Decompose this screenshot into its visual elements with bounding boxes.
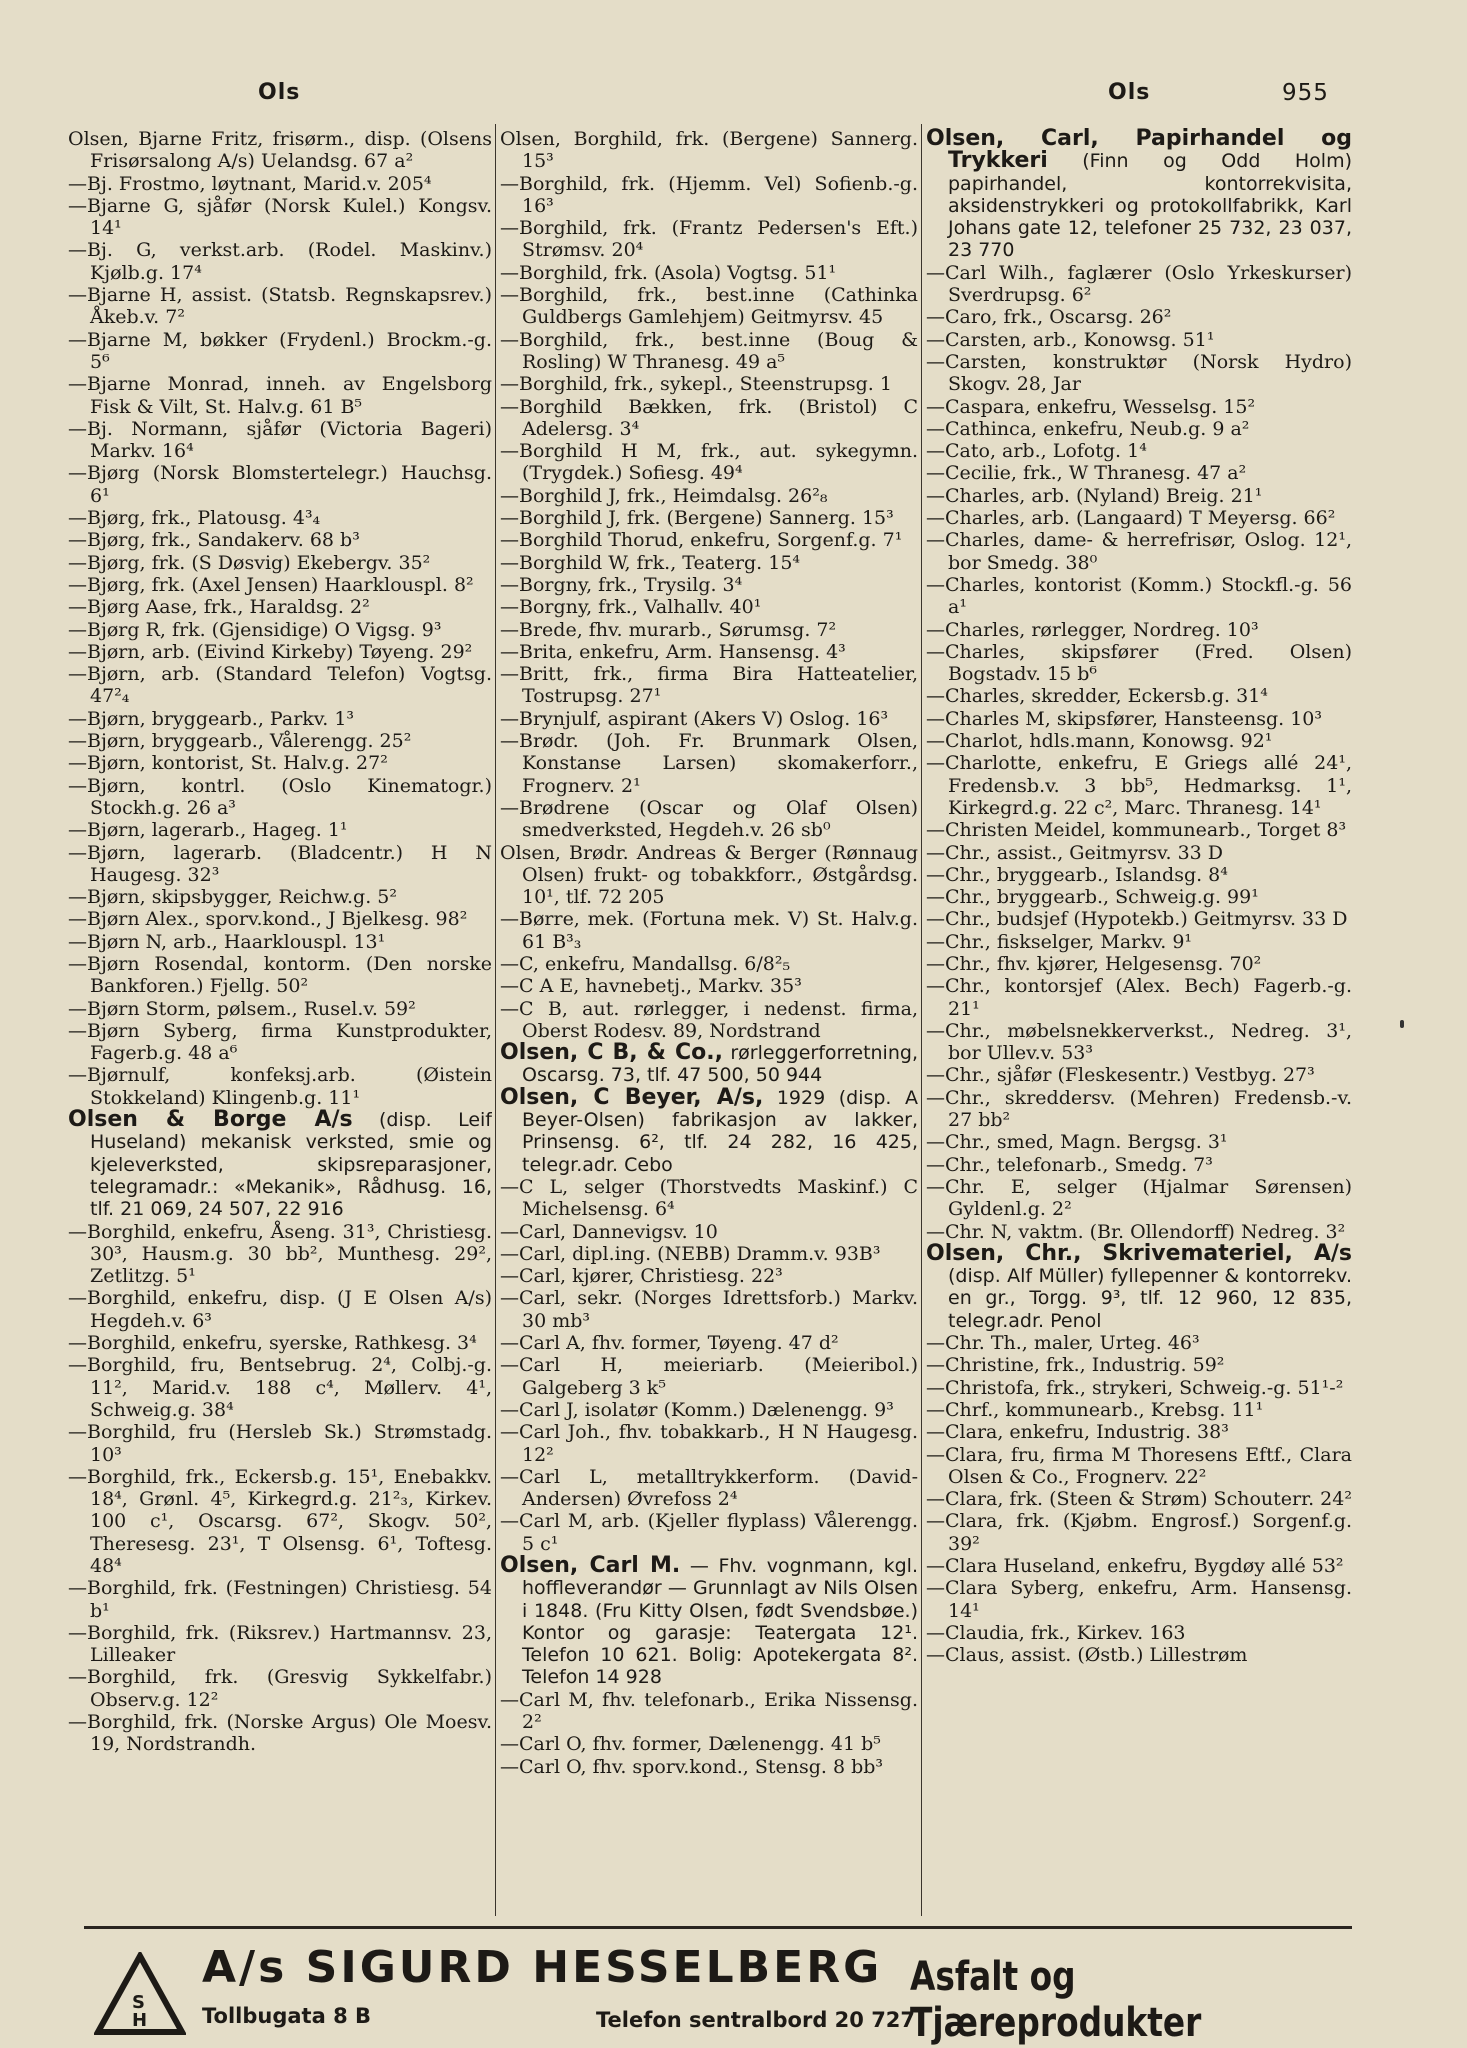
- directory-entry: —Borghild, enkefru, syerske, Rathkesg. 3⁴: [68, 1332, 477, 1355]
- directory-entry: —Chrf., kommunearb., Krebsg. 11¹: [926, 1398, 1264, 1421]
- directory-entry: —Carl, dipl.ing. (NEBB) Dramm.v. 93B³: [500, 1242, 881, 1265]
- directory-entry: —Chr., fhv. kjører, Helgesensg. 70²: [926, 952, 1262, 975]
- directory-entry: Olsen, C B, & Co., rørleggerforretning, Oscarsg. 73, tlf. 47 500, 50 944: [500, 1040, 918, 1087]
- directory-entry: —Clara, frk. (Kjøbm. Engrosf.) Sorgenf.g. 39²: [926, 1510, 1352, 1555]
- directory-entry: —Bj. Frostmo, løytnant, Marid.v. 205⁴: [68, 172, 432, 195]
- directory-entry: —Claus, assist. (Østb.) Lillestrøm: [926, 1644, 1248, 1667]
- directory-entry: —Charles, dame- & herrefrisør, Oslog. 12¹, bor Smedg. 38⁰: [926, 529, 1352, 574]
- directory-entry: —Charles, skredder, Eckersb.g. 31⁴: [926, 685, 1268, 708]
- directory-entry: —Chr., kontorsjef (Alex. Bech) Fagerb.-g. 21¹: [926, 975, 1352, 1020]
- directory-entry: —C, enkefru, Mandallsg. 6/8²₅: [500, 952, 791, 975]
- advert-company: A/s SIGURD HESSELBERG: [202, 1942, 883, 1993]
- directory-entry: —C A E, havnebetj., Markv. 35³: [500, 975, 802, 998]
- directory-entry: —Borghild, enkefru, Åseng. 31³, Christiesg. 30³, Hausm.g. 30 bb², Munthesg. 29², Zetlitzg. 5¹: [68, 1220, 492, 1288]
- directory-entry: —Bjørg, frk. (S Døsvig) Ekebergv. 35²: [68, 551, 431, 574]
- svg-text:H: H: [132, 2010, 148, 2031]
- directory-entry: —Carsten, arb., Konowsg. 51¹: [926, 328, 1215, 351]
- directory-entry: —Carl M, fhv. telefonarb., Erika Nissensg. 2²: [500, 1688, 918, 1734]
- directory-entry: —Bjørn, bryggearb., Vålerengg. 25²: [68, 730, 412, 753]
- directory-entry: —Carl O, fhv. former, Dælenengg. 41 b⁵: [500, 1733, 881, 1756]
- directory-entry: —Borghild H M, frk., aut. sykegymn. (Trygdek.) Sofiesg. 49⁴: [500, 440, 918, 485]
- directory-entry: —Borghild, enkefru, disp. (J E Olsen A/s) Hegdeh.v. 6³: [68, 1287, 492, 1332]
- directory-entry: —Bjørg (Norsk Blomstertelegr.) Hauchsg. 6¹: [68, 462, 492, 507]
- directory-entry: —Clara, frk. (Steen & Strøm) Schouterr. 24²: [926, 1488, 1352, 1511]
- directory-entry: —Bjarne G, sjåfør (Norsk Kulel.) Kongsv. 14¹: [68, 194, 492, 240]
- directory-entry: —Bjørn N, arb., Haarklouspl. 13¹: [68, 930, 386, 953]
- directory-entry: —Chr., fiskselger, Markv. 9¹: [926, 930, 1193, 953]
- directory-entry: —Cathinca, enkefru, Neub.g. 9 a²: [926, 417, 1250, 440]
- directory-entry: Olsen, Chr., Skrivemateriel, A/s (disp. Alf Müller) fyllepenner & kontorrekv. en gr., Torgg. 9³, tlf. 12 960, 12 835, telegr.adr. Penol: [926, 1240, 1352, 1332]
- directory-entry: —Chr., møbelsnekkerverkst., Nedreg. 3¹, bor Ullev.v. 53³: [926, 1019, 1352, 1065]
- directory-entry: —Borghild, frk., best.inne (Cathinka Guldbergs Gamlehjem) Geitmyrsv. 45: [500, 284, 918, 329]
- directory-entry: —Chr., smed, Magn. Bergsg. 3¹: [926, 1131, 1228, 1154]
- directory-entry: —Borghild, frk., best.inne (Boug & Rosling) W Thranesg. 49 a⁵: [500, 328, 918, 373]
- directory-entry: —Bjørn, bryggearb., Parkv. 1³: [68, 707, 355, 730]
- directory-entry: —Borghild W, frk., Teaterg. 15⁴: [500, 551, 801, 574]
- directory-entry: —Borghild, frk. (Norske Argus) Ole Moesv. 19, Nordstrandh.: [68, 1711, 492, 1756]
- directory-entry: —Carl O, fhv. sporv.kond., Stensg. 8 bb³: [500, 1755, 884, 1778]
- directory-entry: —Brynjulf, aspirant (Akers V) Oslog. 16³: [500, 707, 889, 730]
- directory-entry: —Bjarne Monrad, inneh. av Engelsborg Fisk & Vilt, St. Halv.g. 61 B⁵: [68, 373, 492, 418]
- directory-entry: —Chr., telefonarb., Smedg. 7³: [926, 1153, 1213, 1176]
- directory-entry: —Børre, mek. (Fortuna mek. V) St. Halv.g. 61 B³₃: [500, 908, 918, 953]
- directory-entry: —Chr. E, selger (Hjalmar Sørensen) Gyldenl.g. 2²: [926, 1175, 1352, 1221]
- directory-entry: —Chr., budsjef (Hypotekb.) Geitmyrsv. 33 D: [926, 908, 1348, 931]
- svg-text:S: S: [132, 1992, 145, 2013]
- directory-column-1: [68, 128, 492, 1912]
- directory-entry: —Carl, sekr. (Norges Idrettsforb.) Markv. 30 mb³: [500, 1287, 918, 1332]
- directory-entry: —Cato, arb., Lofotg. 1⁴: [926, 440, 1147, 463]
- directory-entry: Olsen, Carl, Papirhandel og Trykkeri (Finn og Odd Holm) papirhandel, kontorrekvisita, aksidenstrykkeri og protokollfabrikk, Karl Johans gate 12, telefoner 25 732, 23 037, 23 770: [926, 128, 1352, 262]
- directory-entry: —Charles, skipsfører (Fred. Olsen) Bogstadv. 15 b⁶: [926, 640, 1352, 686]
- directory-entry: —Bjørg, frk., Sandakerv. 68 b³: [68, 529, 360, 552]
- directory-entry: —Christine, frk., Industrig. 59²: [926, 1354, 1225, 1377]
- directory-entry: —Clara, enkefru, Industrig. 38³: [926, 1421, 1229, 1444]
- column-divider: [921, 124, 922, 1916]
- print-speck: [1400, 1020, 1404, 1028]
- directory-entry: —Chr., sjåfør (Fleskesentr.) Vestbyg. 27³: [926, 1064, 1315, 1087]
- advert-rule: [84, 1926, 1352, 1929]
- directory-entry: —Brita, enkefru, Arm. Hansensg. 4³: [500, 640, 846, 663]
- page-number: 955: [1282, 80, 1329, 106]
- directory-entry: —Bjørg R, frk. (Gjensidige) O Vigsg. 9³: [68, 618, 442, 641]
- directory-entry: —Carl, Dannevigsv. 10: [500, 1220, 718, 1243]
- directory-entry: —Bjørn, arb. (Standard Telefon) Vogtsg. 47²₄: [68, 663, 492, 708]
- directory-entry: Olsen, Brødr. Andreas & Berger (Rønnaug Olsen) frukt- og tobakkforr., Østgårdsg. 10¹, tlf. 72 205: [500, 841, 918, 909]
- directory-entry: —Borgny, frk., Valhallv. 40¹: [500, 596, 762, 619]
- directory-entry: —Chr., bryggearb., Schweig.g. 99¹: [926, 886, 1259, 909]
- directory-entry: —C L, selger (Thorstvedts Maskinf.) C Michelsensg. 6⁴: [500, 1175, 918, 1221]
- directory-entry: —Bjørn, kontorist, St. Halv.g. 27²: [68, 752, 388, 775]
- directory-entry: —Bjørnulf, konfeksj.arb. (Øistein Stokkeland) Klingenb.g. 11¹: [68, 1064, 492, 1109]
- column-divider: [495, 124, 496, 1916]
- directory-entry: —Borghild J, frk., Heimdalsg. 26²₈: [500, 484, 828, 507]
- directory-entry: —Carl J, isolatør (Komm.) Dælenengg. 9³: [500, 1398, 894, 1421]
- directory-entry: —Bj. G, verkst.arb. (Rodel. Maskinv.) Kjølb.g. 17⁴: [68, 239, 492, 284]
- directory-entry: —Caro, frk., Oscarsg. 26²: [926, 306, 1172, 329]
- triangle-logo-icon: [94, 1952, 186, 2036]
- directory-entry: —Borgny, frk., Trysilg. 3⁴: [500, 573, 743, 596]
- directory-entry: —Clara Huseland, enkefru, Bygdøy allé 53²: [926, 1555, 1344, 1577]
- directory-entry: —Borghild, frk. (Festningen) Christiesg. 54 b¹: [68, 1577, 492, 1622]
- directory-entry: —Bjørn, kontrl. (Oslo Kinematogr.) Stockh.g. 26 a³: [68, 774, 492, 819]
- directory-entry: —Carl L, metalltrykkerform. (David-Andersen) Øvrefoss 2⁴: [500, 1465, 918, 1511]
- directory-entry: —Christen Meidel, kommunearb., Torget 8³: [926, 819, 1347, 842]
- directory-entry: Olsen & Borge A/s (disp. Leif Huseland) mekanisk verksted, smie og kjeleverksted, skipsreparasjoner, telegramadr.: «Mekanik», Rådhusg. 16, tlf. 21 069, 24 507, 22 916: [68, 1107, 492, 1221]
- directory-column-3: [926, 128, 1352, 1912]
- directory-entry: —Brødr. (Joh. Fr. Brunmark Olsen, Konstanse Larsen) skomakerforr., Frognerv. 2¹: [500, 730, 918, 797]
- directory-entry: Olsen, C Beyer, A/s, 1929 (disp. A Beyer-Olsen) fabrikasjon av lakker, Prinsensg. 6², tlf. 24 282, 16 425, telegr.adr. Cebo: [500, 1084, 918, 1176]
- directory-entry: —Charles, arb. (Langaard) T Meyersg. 66²: [926, 507, 1336, 530]
- advertisement: [84, 1932, 1354, 2044]
- directory-entry: —Charles, rørlegger, Nordreg. 10³: [926, 618, 1259, 641]
- directory-entry: Olsen, Carl M. — Fhv. vognmann, kgl. hoffleverandør — Grunnlagt av Nils Olsen i 1848. (Fru Kitty Olsen, født Svendsbøe.) Kontor og garasje: Teatergata 12¹. Telefon 10 621. Bolig: Apotekergata 8². Telefon 14 928: [500, 1553, 918, 1689]
- directory-entry: —Borghild J, frk. (Bergene) Sannerg. 15³: [500, 507, 894, 530]
- directory-entry: —Bjørn Storm, pølsem., Rusel.v. 59²: [68, 997, 416, 1020]
- directory-entry: —Carl H, meieriarb. (Meieribol.) Galgeberg 3 k⁵: [500, 1354, 918, 1399]
- directory-entry: —Cecilie, frk., W Thranesg. 47 a²: [926, 462, 1247, 485]
- running-head-right: Ols: [1108, 80, 1151, 105]
- advert-tagline: Asfalt og Tjæreprodukter: [910, 1954, 1202, 2046]
- directory-entry: —Bj. Normann, sjåfør (Victoria Bageri) Markv. 16⁴: [68, 417, 492, 463]
- directory-entry: —Bjørn, skipsbygger, Reichw.g. 5²: [68, 886, 397, 909]
- directory-entry: —C B, aut. rørlegger, i nedenst. firma, Oberst Rodesv. 89, Nordstrand: [500, 997, 918, 1042]
- directory-entry: —Charles M, skipsfører, Hansteensg. 10³: [926, 707, 1322, 730]
- directory-entry: —Charles, kontorist (Komm.) Stockfl.-g. 56 a¹: [926, 573, 1352, 619]
- directory-entry: —Borghild, frk. (Asola) Vogtsg. 51¹: [500, 261, 837, 284]
- directory-entry: —Charlotte, enkefru, E Griegs allé 24¹, Fredensb.v. 3 bb⁵, Hedmarksg. 1¹, Kirkegrd.g. 22 c², Marc. Thranesg. 14¹: [926, 752, 1352, 819]
- directory-entry: —Borghild, frk. (Hjemm. Vel) Sofienb.-g. 16³: [500, 172, 918, 217]
- directory-entry: —Bjarne H, assist. (Statsb. Regnskapsrev.) Åkeb.v. 7²: [68, 284, 492, 329]
- directory-entry: —Charlot, hdls.mann, Konowsg. 92¹: [926, 730, 1273, 753]
- advert-phone: Telefon sentralbord 20 727: [596, 2008, 916, 2032]
- directory-entry: —Borghild, frk. (Gresvig Sykkelfabr.) Observ.g. 12²: [68, 1666, 492, 1711]
- directory-entry: —Borghild, frk. (Riksrev.) Hartmannsv. 23, Lilleaker: [68, 1621, 492, 1667]
- directory-entry: —Carl, kjører, Christiesg. 22³: [500, 1265, 783, 1288]
- running-head-left: Ols: [258, 80, 301, 105]
- advert-address: Tollbugata 8 B: [202, 2004, 371, 2028]
- directory-entry: —Bjørn Rosendal, kontorm. (Den norske Bankforen.) Fjellg. 50²: [68, 952, 492, 998]
- directory-entry: —Carl M, arb. (Kjeller flyplass) Vålerengg. 5 c¹: [500, 1510, 918, 1555]
- directory-entry: —Carsten, konstruktør (Norsk Hydro) Skogv. 28, Jar: [926, 350, 1352, 396]
- directory-entry: —Chr. Th., maler, Urteg. 46³: [926, 1332, 1200, 1355]
- directory-entry: —Chr., bryggearb., Islandsg. 8⁴: [926, 863, 1228, 886]
- directory-entry: —Bjørg, frk. (Axel Jensen) Haarklouspl. 8²: [68, 573, 474, 596]
- directory-entry: Olsen, Borghild, frk. (Bergene) Sannerg. 15³: [500, 128, 918, 173]
- directory-entry: —Clara Syberg, enkefru, Arm. Hansensg. 14¹: [926, 1577, 1352, 1622]
- directory-entry: —Carl Joh., fhv. tobakkarb., H N Haugesg. 12²: [500, 1421, 918, 1466]
- directory-entry: —Borghild, frk., sykepl., Steenstrupsg. 1: [500, 373, 892, 396]
- directory-entry: —Brødrene (Oscar og Olaf Olsen) smedverksted, Hegdeh.v. 26 sb⁰: [500, 796, 918, 842]
- directory-entry: —Chr. N, vaktm. (Br. Ollendorff) Nedreg. 3²: [926, 1220, 1346, 1243]
- directory-entry: —Clara, fru, firma M Thoresens Eftf., Clara Olsen & Co., Frognerv. 22²: [926, 1443, 1352, 1488]
- directory-entry: —Bjørg Aase, frk., Haraldsg. 2²: [68, 596, 370, 619]
- directory-entry: Olsen, Bjarne Fritz, frisørm., disp. (Olsens Frisørsalong A/s) Uelandsg. 67 a²: [68, 128, 492, 173]
- directory-entry: —Borghild, frk. (Frantz Pedersen's Eft.) Strømsv. 20⁴: [500, 217, 918, 262]
- directory-entry: —Chr., assist., Geitmyrsv. 33 D: [926, 841, 1224, 864]
- directory-entry: —Borghild, fru (Hersleb Sk.) Strømstadg. 10³: [68, 1421, 492, 1466]
- directory-entry: —Borghild, frk., Eckersb.g. 15¹, Enebakkv. 18⁴, Grønl. 4⁵, Kirkegrd.g. 21²₃, Kirkev. 100 c¹, Oscarsg. 67², Skogv. 50², Theresesg. 23¹, T Olsensg. 6¹, Toftesg. 48⁴: [68, 1465, 492, 1577]
- directory-entry: —Bjørn, lagerarb., Hageg. 1¹: [68, 819, 348, 842]
- directory-entry: —Carl A, fhv. former, Tøyeng. 47 d²: [500, 1332, 839, 1355]
- directory-column-2: [500, 128, 918, 1912]
- directory-entry: —Charles, arb. (Nyland) Breig. 21¹: [926, 484, 1263, 507]
- directory-entry: —Borghild, fru, Bentsebrug. 2⁴, Colbj.-g. 11², Marid.v. 188 c⁴, Møllerv. 4¹, Schweig.g. 38⁴: [68, 1354, 492, 1421]
- directory-entry: —Caspara, enkefru, Wesselsg. 15²: [926, 395, 1256, 418]
- directory-entry: —Carl Wilh., faglærer (Oslo Yrkeskurser) Sverdrupsg. 6²: [926, 261, 1352, 307]
- directory-entry: —Bjørn, arb. (Eivind Kirkeby) Tøyeng. 29²: [68, 640, 473, 663]
- directory-entry: —Christofa, frk., strykeri, Schweig.-g. 51¹-²: [926, 1376, 1344, 1399]
- directory-entry: —Bjørn Alex., sporv.kond., J Bjelkesg. 98²: [68, 908, 468, 931]
- directory-entry: —Britt, frk., firma Bira Hatteatelier, Tostrupsg. 27¹: [500, 663, 918, 708]
- directory-entry: —Bjørn, lagerarb. (Bladcentr.) H N Haugesg. 32³: [68, 841, 492, 886]
- directory-entry: —Bjørn Syberg, firma Kunstprodukter, Fagerb.g. 48 a⁶: [68, 1019, 492, 1065]
- directory-entry: —Borghild Bækken, frk. (Bristol) C Adelersg. 3⁴: [500, 395, 918, 440]
- directory-entry: —Bjørg, frk., Platousg. 4³₄: [68, 507, 321, 530]
- directory-entry: —Chr., skreddersv. (Mehren) Fredensb.-v. 27 bb²: [926, 1086, 1352, 1132]
- directory-entry: —Borghild Thorud, enkefru, Sorgenf.g. 7¹: [500, 529, 903, 552]
- directory-entry: —Brede, fhv. murarb., Sørumsg. 7²: [500, 618, 837, 641]
- directory-entry: —Claudia, frk., Kirkev. 163: [926, 1621, 1186, 1644]
- directory-entry: —Bjarne M, bøkker (Frydenl.) Brockm.-g. 5⁶: [68, 328, 492, 373]
